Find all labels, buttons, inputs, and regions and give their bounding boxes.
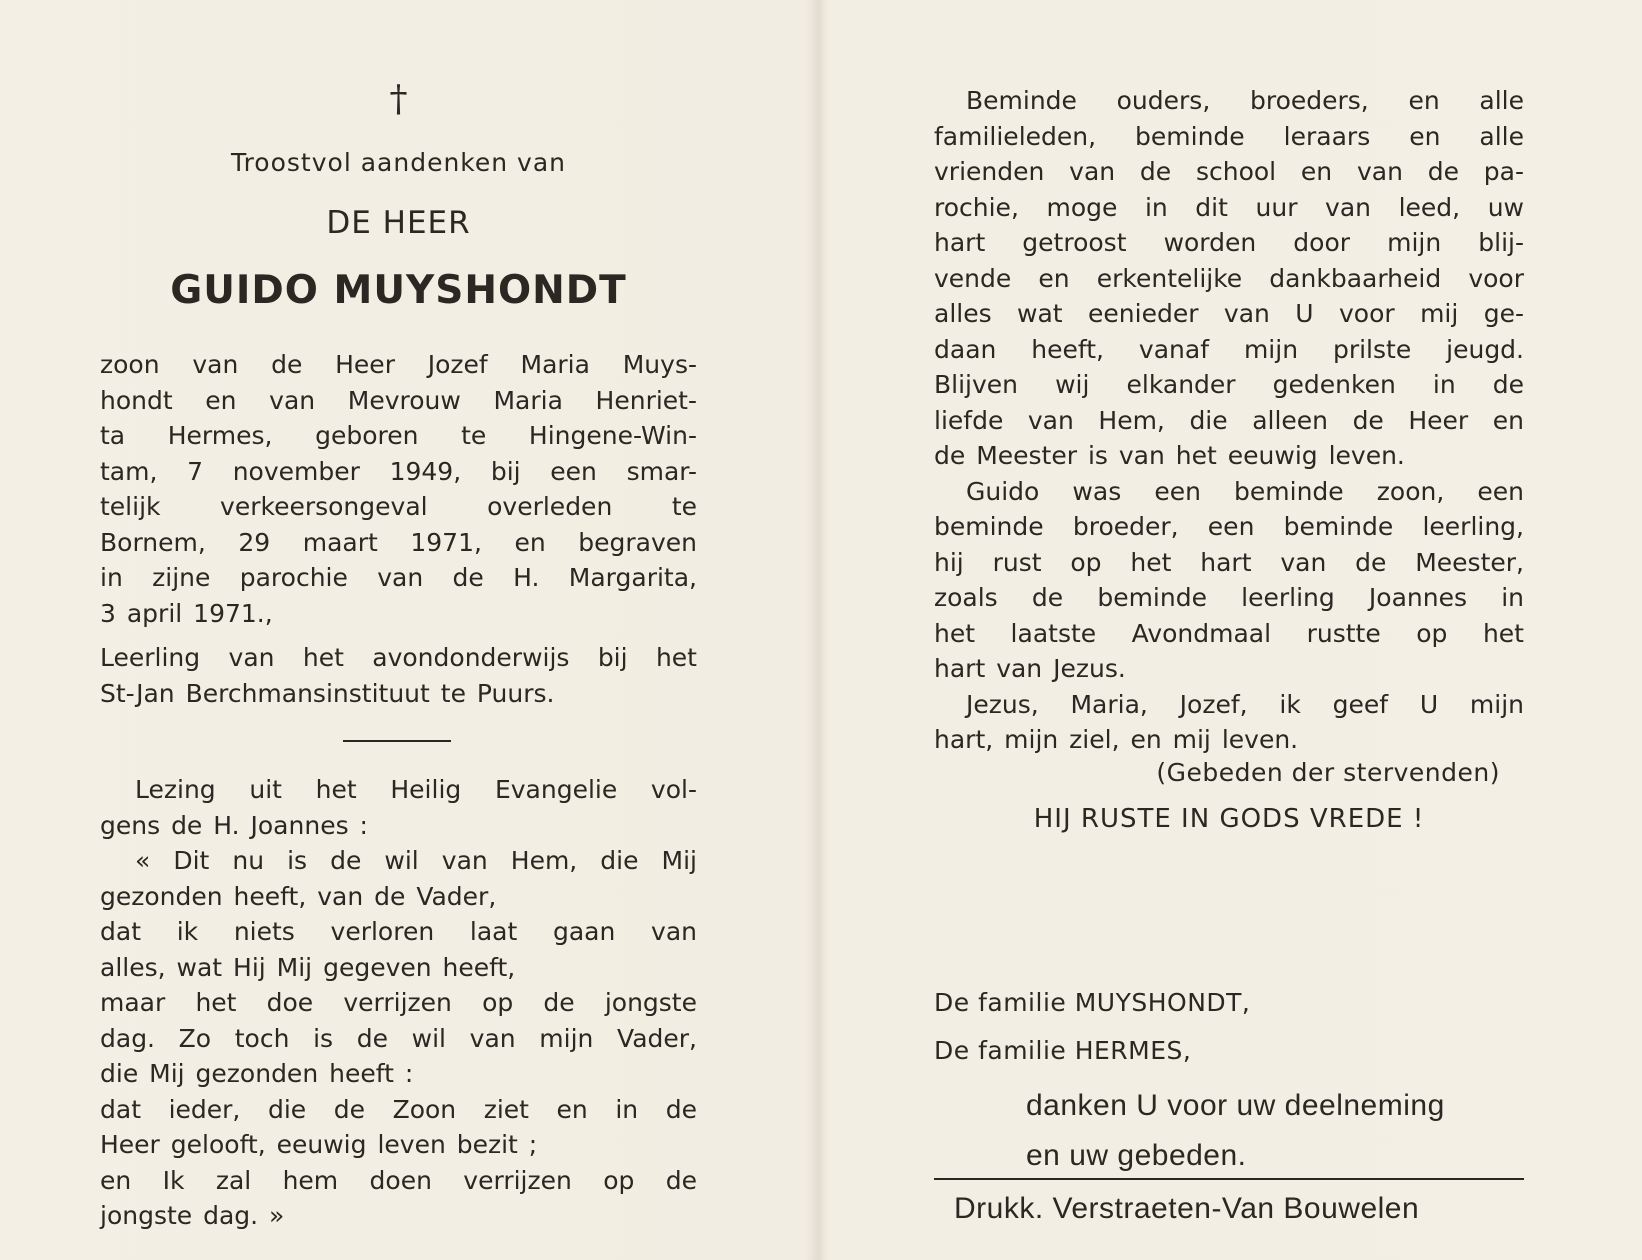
letter-line: rochie, moge in dit uur van leed, uw [934, 192, 1524, 222]
farewell-letter [934, 83, 1524, 758]
bio-line: hondt en van Mevrouw Maria Henriet- [100, 385, 697, 415]
letter-line: familieleden, beminde leraars en alle [934, 121, 1524, 151]
divider-rule [343, 740, 451, 742]
family-muyshondt: De familie MUYSHONDT, [934, 988, 1251, 1017]
bio-line: 3 april 1971., [100, 598, 273, 628]
gospel-line: maar het doe verrijzen op de jongste [100, 988, 697, 1017]
letter-line: hart van Jezus. [934, 654, 1126, 683]
letter-line: daan heeft, vanaf mijn prilste jeugd. [934, 334, 1524, 364]
bottom-rule [934, 1178, 1524, 1180]
gospel-line: gens de H. Joannes : [100, 810, 368, 840]
deceased-name: GUIDO MUYSHONDT [170, 268, 627, 313]
school-info [100, 640, 697, 711]
family-hermes: De familie HERMES, [934, 1036, 1192, 1065]
thanks-line: danken U voor uw deelneming [1026, 1089, 1445, 1122]
gospel-line: die Mij gezonden heeft : [100, 1059, 414, 1088]
gospel-line: dat ik niets verloren laat gaan van [100, 917, 697, 946]
letter-line: vende en erkentelijke dankbaarheid voor [934, 263, 1524, 293]
letter-line: het laatste Avondmaal rustte op het [934, 618, 1524, 648]
bio-line: zoon van de Heer Jozef Maria Muys- [100, 350, 697, 379]
gospel-line: jongste dag. » [100, 1201, 285, 1230]
gospel-line: Heer gelooft, eeuwig leven bezit ; [100, 1130, 538, 1159]
letter-line: hart, mijn ziel, en mij leven. [934, 725, 1299, 754]
letter-line: de Meester is van het eeuwig leven. [934, 441, 1405, 470]
intro-text: Troostvol aandenken van [230, 148, 567, 177]
letter-line: Beminde ouders, broeders, en alle [966, 86, 1524, 115]
cross-symbol: † [389, 79, 408, 120]
gospel-line: Lezing uit het Heilig Evangelie vol- [135, 775, 697, 804]
gospel-line: dag. Zo toch is de wil van mijn Vader, [100, 1023, 697, 1053]
letter-line: hij rust op het hart van de Meester, [934, 547, 1524, 577]
bio-line: in zijne parochie van de H. Margarita, [100, 563, 697, 592]
letter-line: hart getroost worden door mijn blij- [934, 228, 1524, 257]
gospel-line: en Ik zal hem doen verrijzen op de [100, 1165, 697, 1195]
gospel-line: dat ieder, die de Zoon ziet en in de [100, 1094, 697, 1124]
letter-line: liefde van Hem, die alleen de Heer en [934, 405, 1524, 435]
bio-line: ta Hermes, geboren te Hingene-Win- [100, 421, 697, 450]
thanks-line: en uw gebeden. [1026, 1139, 1247, 1172]
printer-credit: Drukk. Verstraeten-Van Bouwelen [954, 1192, 1420, 1225]
letter-line: alles wat eenieder van U voor mij ge- [934, 299, 1524, 328]
gospel-line: « Dit nu is de wil van Hem, die Mij [135, 846, 697, 875]
rest-in-peace: HIJ RUSTE IN GODS VREDE ! [1033, 804, 1425, 834]
gospel-reading [100, 772, 697, 1234]
card-fold [812, 0, 826, 1260]
prayer-source: (Gebeden der stervenden) [1156, 758, 1500, 787]
letter-line: vrienden van de school en van de pa- [934, 157, 1524, 186]
letter-line: beminde broeder, een beminde leerling, [934, 512, 1524, 541]
letter-line: Guido was een beminde zoon, een [966, 476, 1524, 506]
school-line: St-Jan Berchmansinstituut te Puurs. [100, 678, 555, 708]
letter-line: Jezus, Maria, Jozef, ik geef U mijn [966, 689, 1524, 719]
letter-line: Blijven wij elkander gedenken in de [934, 370, 1524, 399]
bio-line: Bornem, 29 maart 1971, en begraven [100, 527, 697, 557]
gospel-line: gezonden heeft, van de Vader, [100, 881, 497, 911]
school-line: Leerling van het avondonderwijs bij het [100, 643, 697, 672]
honorific-title: DE HEER [326, 205, 471, 241]
letter-line: zoals de beminde leerling Joannes in [934, 583, 1524, 612]
biography [100, 347, 697, 631]
thanks-note [1026, 1081, 1445, 1181]
gospel-line: alles, wat Hij Mij gegeven heeft, [100, 952, 516, 982]
bio-line: tam, 7 november 1949, bij een smar- [100, 456, 697, 486]
bio-line: telijk verkeersongeval overleden te [100, 492, 697, 521]
